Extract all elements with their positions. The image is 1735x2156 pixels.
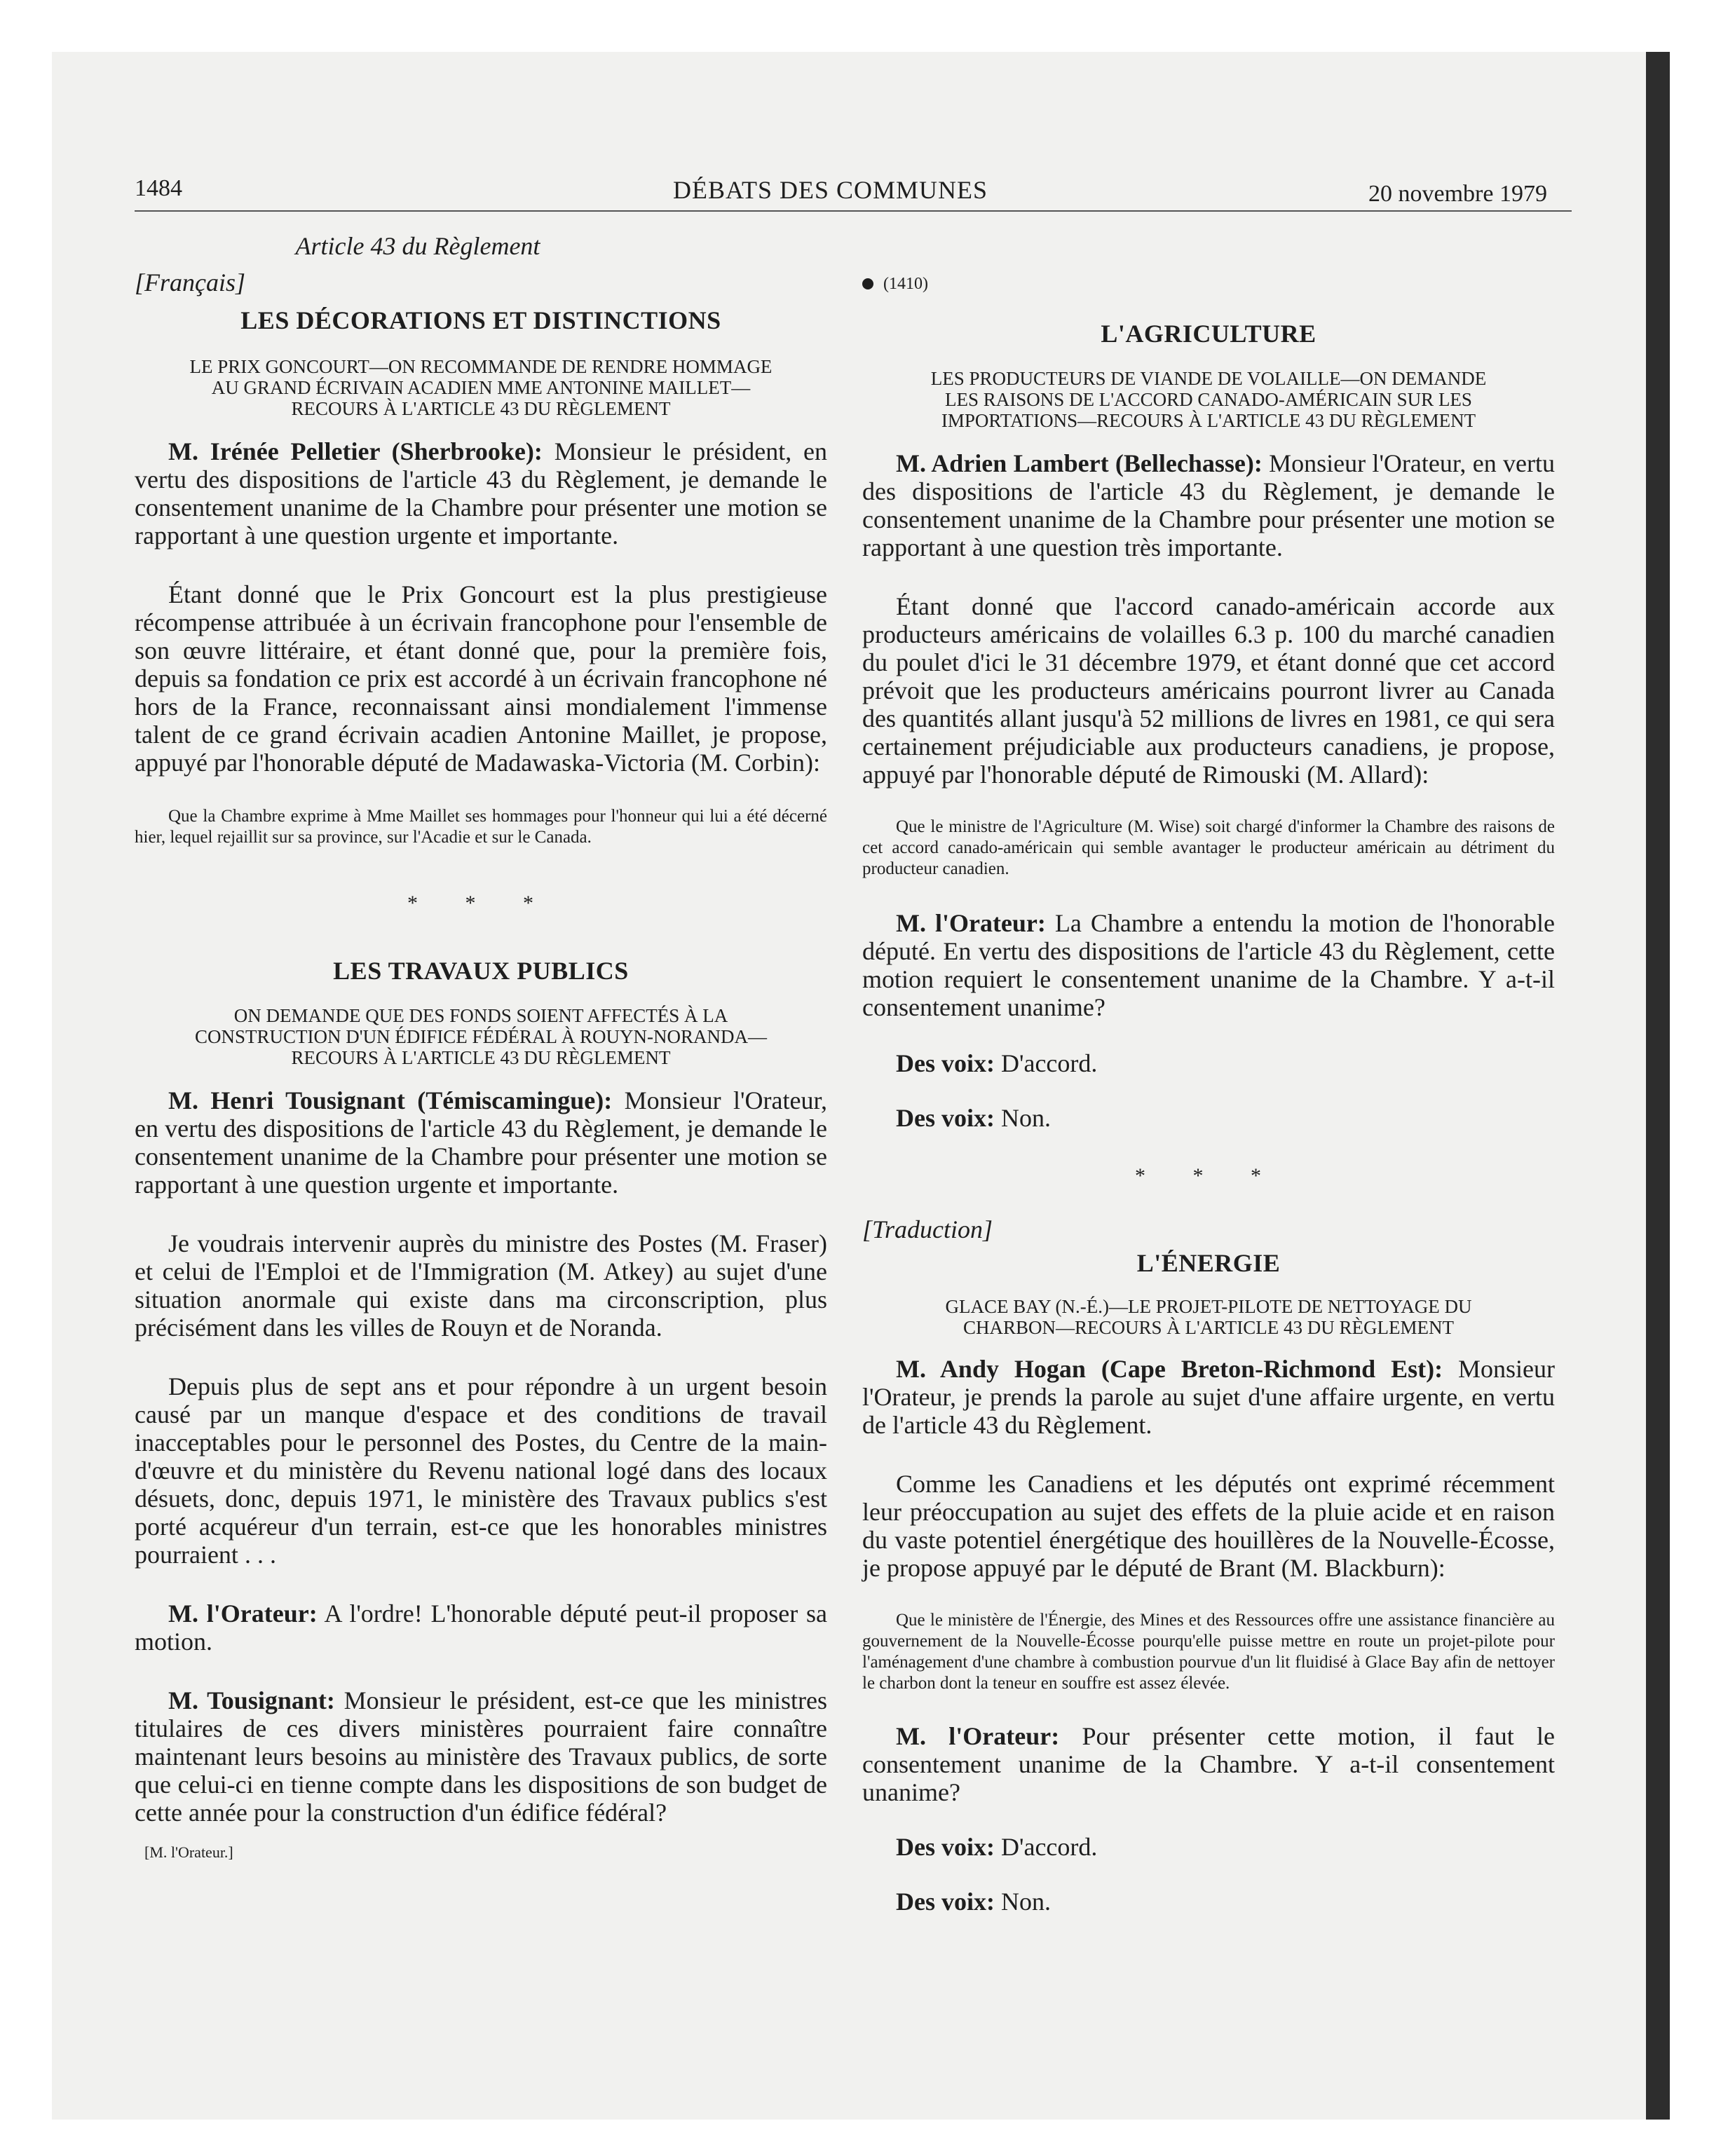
speech-text: Non. bbox=[994, 1104, 1051, 1132]
subheading bbox=[135, 1005, 827, 1068]
section-heading: LES DÉCORATIONS ET DISTINCTIONS bbox=[240, 306, 721, 334]
speech-text: La Chambre a entendu la motion de l'honorable député. En vertu des dispositions de l'article 43 du Règlement, cette motion requiert le consentement unanime de la Chambre. Y a-t-il consentement unanime? bbox=[862, 909, 1556, 1021]
subheading-line: CONSTRUCTION D'UN ÉDIFICE FÉDÉRAL À ROUYN-NORANDA— bbox=[194, 1026, 768, 1047]
speaker-name: Des voix: bbox=[896, 1049, 995, 1077]
bullet-icon bbox=[862, 278, 873, 289]
subheading bbox=[862, 368, 1555, 431]
section-separator: * * * bbox=[407, 892, 554, 915]
page-number: 1484 bbox=[135, 175, 182, 201]
language-tag: [Traduction] bbox=[862, 1215, 993, 1243]
language-tag: [Français] bbox=[135, 268, 246, 296]
speaker-name: M. Andy Hogan (Cape Breton-Richmond Est): bbox=[896, 1355, 1443, 1383]
section-heading: LES TRAVAUX PUBLICS bbox=[333, 957, 629, 985]
subheading bbox=[135, 356, 827, 419]
subheading-line: IMPORTATIONS—RECOURS À L'ARTICLE 43 DU RÈGLEMENT bbox=[941, 410, 1476, 431]
subheading-line: AU GRAND ÉCRIVAIN ACADIEN MME ANTONINE MAILLET— bbox=[211, 377, 751, 398]
speech-text: Non. bbox=[994, 1888, 1051, 1916]
subheading-line: RECOURS À L'ARTICLE 43 DU RÈGLEMENT bbox=[291, 398, 671, 419]
left-column bbox=[135, 231, 827, 1862]
section-separator: * * * bbox=[1135, 1164, 1282, 1187]
time-stamp: (1410) bbox=[862, 275, 1555, 294]
speaker-name: M. l'Orateur: bbox=[896, 909, 1046, 937]
paragraph bbox=[135, 1686, 827, 1827]
paragraph bbox=[862, 1049, 1555, 1077]
paragraph: Étant donné que l'accord canado-américain accorde aux producteurs américains de volailles 6.3 p. 100 du marché canadien du poulet d'ici le 31 décembre 1979, et étant donné que cet accord prévoit que les producteurs américains pourront livrer au Canada des quantités allant jusqu'à 52 millions de livres en 1981, ce qui sera certainement préjudiciable aux producteurs canadiens, je propose, appuyé par l'honorable député de Rimouski (M. Allard): bbox=[862, 592, 1555, 789]
speaker-name: M. Henri Tousignant (Témiscamingue): bbox=[168, 1086, 613, 1114]
speaker-name: M. Adrien Lambert (Bellechasse): bbox=[896, 449, 1263, 477]
section-heading: L'ÉNERGIE bbox=[1136, 1249, 1281, 1277]
paragraph: Comme les Canadiens et les députés ont exprimé récemment leur préoccupation au sujet des effets de la pluie acide et en raison du vaste potentiel énergétique des houillères de la Nouvelle-Écosse, je propose appuyé par le député de Brant (M. Blackburn): bbox=[862, 1470, 1555, 1582]
page-date: 20 novembre 1979 bbox=[1368, 181, 1547, 207]
speech-text: Monsieur l'Orateur, en vertu des dispositions de l'article 43 du Règlement, je demande le consentement unanime de la Chambre pour présenter une motion se rapportant à une question urgente et importante. bbox=[135, 1086, 828, 1199]
motion-text: Que le ministre de l'Agriculture (M. Wise) soit chargé d'informer la Chambre des raisons de cet accord canado-américain qui semble avantager le producteur américain au détriment du producteur canadien. bbox=[862, 817, 1555, 878]
motion-text: Que la Chambre exprime à Mme Maillet ses hommages pour l'honneur qui lui a été décerné hier, lequel rejaillit sur sa province, sur l'Acadie et sur le Canada. bbox=[135, 807, 827, 847]
speaker-name: M. Tousignant: bbox=[168, 1686, 335, 1714]
section-label: Article 43 du Règlement bbox=[295, 232, 540, 260]
subheading-line: LES PRODUCTEURS DE VIANDE DE VOLAILLE—ON DEMANDE bbox=[930, 368, 1487, 389]
paragraph bbox=[862, 1104, 1555, 1132]
speech-text: Pour présenter cette motion, il faut le consentement unanime de la Chambre. Y a-t-il consentement unanime? bbox=[862, 1722, 1555, 1806]
speech-text: D'accord. bbox=[994, 1049, 1098, 1077]
section-heading: L'AGRICULTURE bbox=[1101, 320, 1316, 348]
speech-text: Monsieur le président, en vertu des dispositions de l'article 43 du Règlement, je demande le consentement unanime de la Chambre pour présenter une motion se rapportant à une question urgente et importante. bbox=[135, 437, 827, 550]
speaker-name: Des voix: bbox=[896, 1833, 995, 1861]
subheading-line: LE PRIX GONCOURT—ON RECOMMANDE DE RENDRE HOMMAGE bbox=[189, 356, 773, 377]
paragraph: Étant donné que le Prix Goncourt est la plus prestigieuse récompense attribuée à un écrivain francophone pour l'ensemble de son œuvre littéraire, et étant donné que, pour la première fois, depuis sa fondation ce prix est accordé à un écrivain francophone né hors de la France, reconnaissant ainsi mondialement l'immense talent de ce grand écrivain acadien Antonine Maillet, je propose, appuyé par l'honorable député de Madawaska-Victoria (M. Corbin): bbox=[135, 580, 827, 777]
paragraph: Je voudrais intervenir auprès du ministre des Postes (M. Fraser) et celui de l'Emploi et de l'Immigration (M. Atkey) au sujet d'une situation anormale qui existe dans ma circonscription, plus précisément dans les villes de Rouyn et de Noranda. bbox=[135, 1229, 827, 1342]
subheading-line: ON DEMANDE QUE DES FONDS SOIENT AFFECTÉS À LA bbox=[233, 1005, 728, 1026]
subheading bbox=[862, 1296, 1555, 1338]
paragraph bbox=[862, 1888, 1555, 1916]
header-rule bbox=[135, 210, 1572, 212]
speech-text: D'accord. bbox=[994, 1833, 1098, 1861]
subheading-line: LES RAISONS DE L'ACCORD CANADO-AMÉRICAIN SUR LES bbox=[945, 389, 1472, 410]
paragraph bbox=[862, 909, 1555, 1021]
right-column bbox=[862, 231, 1555, 1916]
subheading-line: RECOURS À L'ARTICLE 43 DU RÈGLEMENT bbox=[291, 1047, 671, 1068]
paragraph bbox=[135, 1599, 827, 1656]
speaker-name: Des voix: bbox=[896, 1888, 995, 1916]
speech-text: Monsieur le président, est-ce que les ministres titulaires de ces divers ministères pourraient faire connaître maintenant leurs besoins au ministère des Travaux publics, de sorte que celui-ci en tienne compte dans les dispositions de son budget de cette année pour la construction d'un édifice fédéral? bbox=[135, 1686, 828, 1827]
speaker-name: M. Irénée Pelletier (Sherbrooke): bbox=[168, 437, 543, 465]
speech-text: A l'ordre! L'honorable député peut-il proposer sa motion. bbox=[135, 1599, 828, 1656]
subheading-line: GLACE BAY (N.-É.)—LE PROJET-PILOTE DE NETTOYAGE DU bbox=[945, 1296, 1472, 1317]
speech-text: Monsieur l'Orateur, en vertu des dispositions de l'article 43 du Règlement, je demande le consentement unanime de la Chambre pour présenter une motion se rapportant à une question très importante. bbox=[862, 449, 1555, 561]
motion-text: Que le ministère de l'Énergie, des Mines et des Ressources offre une assistance financière au gouvernement de la Nouvelle-Écosse pourqu'elle puisse mettre en route un projet-pilote pour l'aménagement d'une chambre à combustion pourvue d'un lit fluidisé à Glace Bay afin de nettoyer le charbon dont la teneur en souffre est assez élevée. bbox=[862, 1611, 1555, 1693]
paragraph bbox=[862, 1722, 1555, 1806]
speaker-name: M. l'Orateur: bbox=[896, 1722, 1060, 1750]
paragraph bbox=[862, 449, 1555, 561]
paragraph bbox=[862, 1355, 1555, 1439]
speech-text: Monsieur l'Orateur, je prends la parole au sujet d'une affaire urgente, en vertu de l'article 43 du Règlement. bbox=[862, 1355, 1555, 1439]
page-footnote: [M. l'Orateur.] bbox=[144, 1843, 233, 1861]
publication-title: DÉBATS DES COMMUNES bbox=[673, 176, 988, 204]
speaker-name: M. l'Orateur: bbox=[168, 1599, 318, 1628]
paragraph: Depuis plus de sept ans et pour répondre à un urgent besoin causé par un manque d'espace et des conditions de travail inacceptables pour le personnel des Postes, du Centre de la main-d'œuvre et du ministère du Revenu national logé dans des locaux désuets, donc, depuis 1971, le ministère des Travaux publics s'est porté acquéreur d'un terrain, est-ce que les honorables ministres pourraient . . . bbox=[135, 1372, 827, 1569]
scan-edge-shadow bbox=[1646, 52, 1670, 2120]
subheading-line: CHARBON—RECOURS À L'ARTICLE 43 DU RÈGLEMENT bbox=[963, 1317, 1454, 1338]
paragraph bbox=[135, 437, 827, 550]
paragraph bbox=[135, 1086, 827, 1199]
speaker-name: Des voix: bbox=[896, 1104, 995, 1132]
paragraph bbox=[862, 1833, 1555, 1861]
